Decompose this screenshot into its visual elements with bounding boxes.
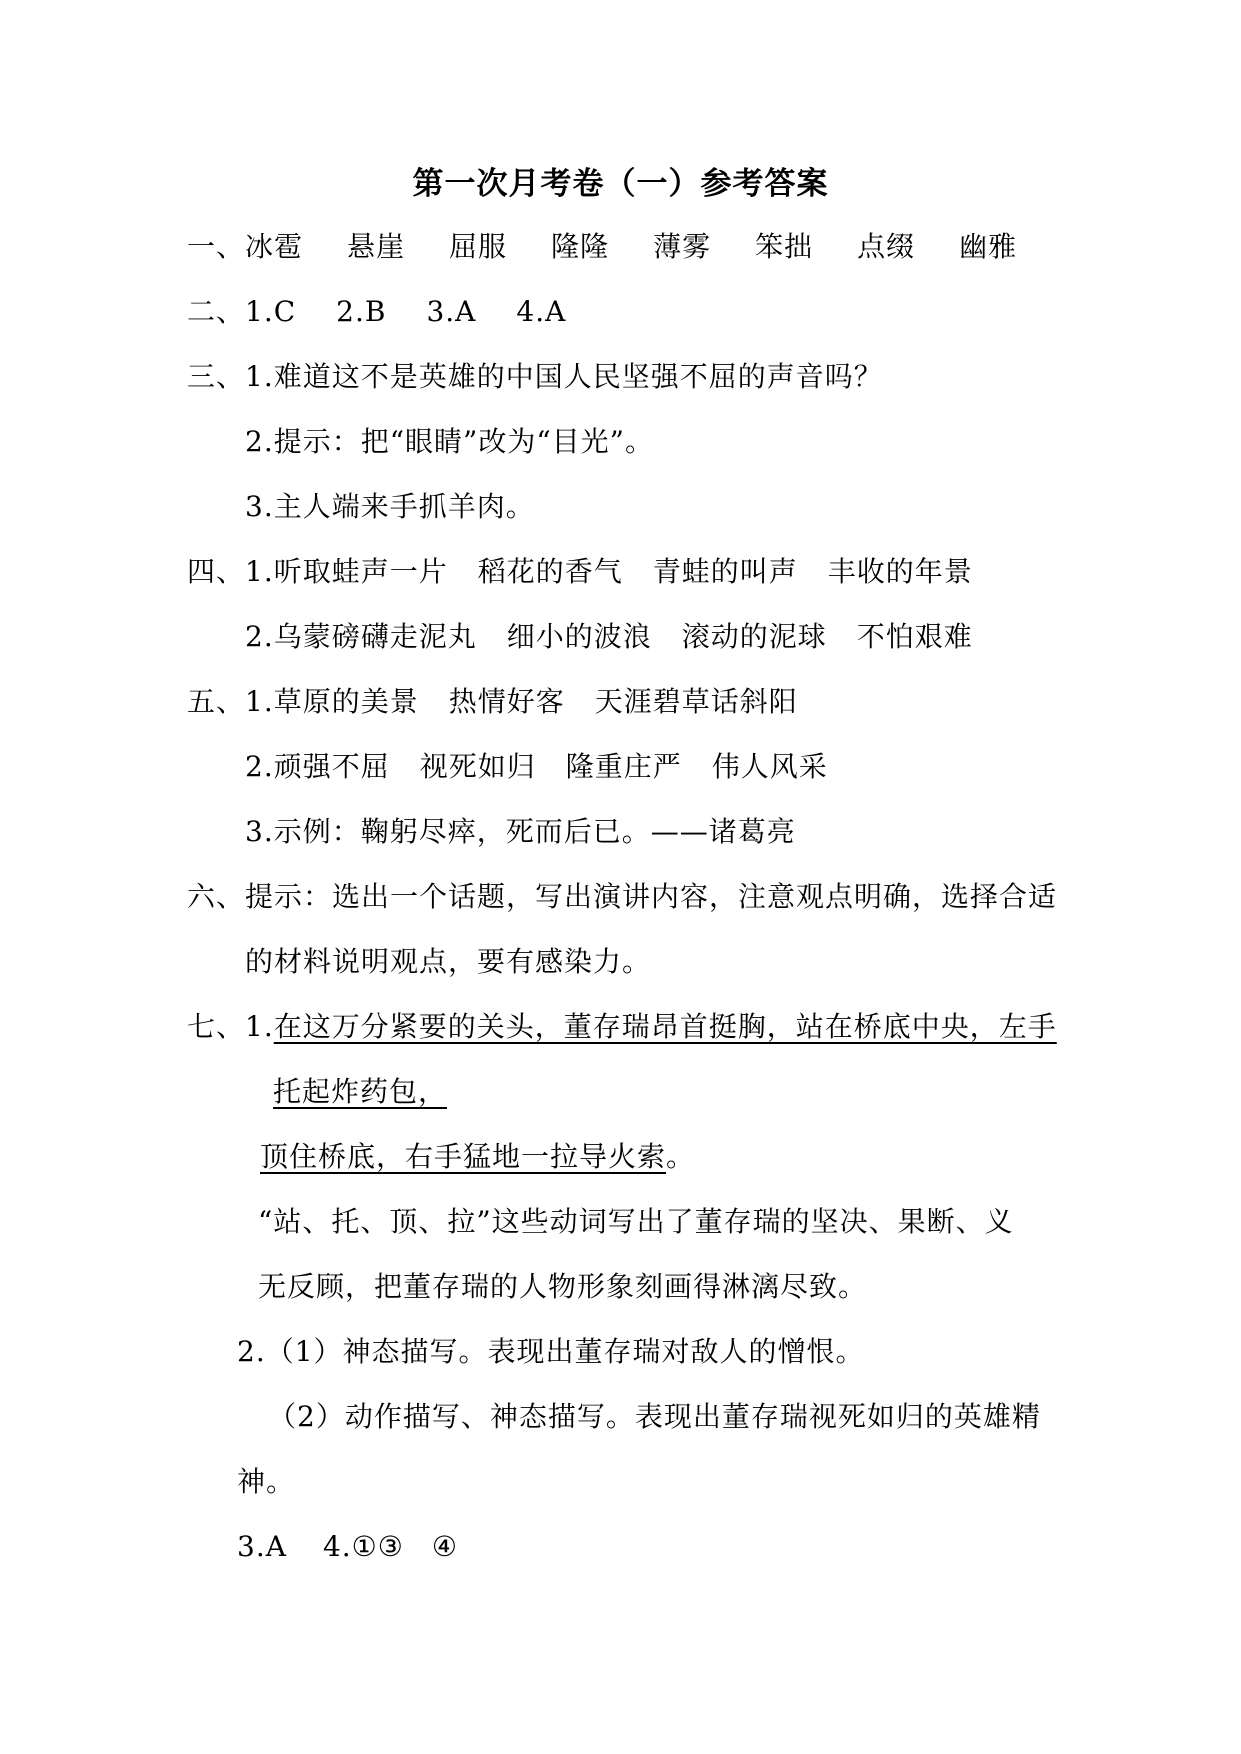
- underlined-sentence: 顶住桥底，右手猛地一拉导火索: [260, 1140, 667, 1173]
- section-5-line-3: 3.示例：鞠躬尽瘁，死而后已。——诸葛亮: [245, 815, 796, 848]
- answer-text: 天涯碧草话斜阳: [594, 685, 798, 718]
- section-6-number: 六、: [187, 880, 246, 913]
- section-3-number: 三、: [187, 360, 246, 393]
- answer-text: 青蛙的叫声: [652, 555, 798, 588]
- answer-text: 伟人风采: [711, 750, 828, 783]
- section-7-line-1: [187, 1009, 1057, 1045]
- section-7-line-3: [260, 1139, 695, 1175]
- section-7-line-2: [273, 1074, 447, 1110]
- answer-text: 滚动的泥球: [681, 620, 827, 653]
- underlined-sentence: 在这万分紧要的关头，董存瑞昂首挺胸，站在桥底中央，左手: [273, 1010, 1057, 1043]
- choice-answer: 4.①③: [322, 1530, 404, 1563]
- section-3-line-2: 2.提示：把“眼睛”改为“目光”。: [245, 425, 654, 458]
- choice-answer: 2.B: [336, 295, 387, 328]
- section-1-number: 一、: [187, 230, 246, 263]
- answer-text: 细小的波浪: [506, 620, 652, 653]
- underlined-sentence: 托起炸药包，: [273, 1075, 448, 1108]
- question-number: 1.: [245, 1010, 274, 1043]
- answer-text: 视死如归: [419, 750, 536, 783]
- section-3-line-3: 3.主人端来手抓羊肉。: [245, 490, 535, 523]
- choice-answer: 1.C: [245, 295, 297, 328]
- section-5-number: 五、: [187, 685, 246, 718]
- section-4-number: 四、: [187, 555, 246, 588]
- answer-text: 1.草原的美景: [245, 685, 419, 718]
- section-3-line-1: [187, 359, 883, 395]
- choice-answer: 3.A: [426, 295, 477, 328]
- section-6-line-2: 的材料说明观点，要有感染力。: [245, 945, 652, 978]
- section-5-line-1: [187, 684, 798, 720]
- page-title: 第一次月考卷（一）参考答案: [412, 166, 829, 202]
- section-2-number: 二、: [187, 295, 246, 328]
- word-answer: 薄雾: [653, 230, 712, 263]
- section-4-line-2: [245, 619, 973, 655]
- word-answer: 悬崖: [347, 230, 406, 263]
- section-7-line-9: [237, 1529, 458, 1565]
- choice-answer: ④: [431, 1530, 458, 1563]
- section-7-line-7: （2）动作描写、神态描写。表现出董存瑞视死如归的英雄精: [268, 1400, 1041, 1433]
- word-answer: 屈服: [449, 230, 508, 263]
- section-1: [187, 229, 1017, 265]
- answer-text: 不怕艰难: [856, 620, 973, 653]
- word-answer: 冰雹: [245, 230, 304, 263]
- answer-text: 丰收的年景: [827, 555, 973, 588]
- word-answer: 隆隆: [551, 230, 610, 263]
- word-answer: 笨拙: [755, 230, 814, 263]
- choice-answer: 3.A: [237, 1530, 287, 1563]
- word-answer: 幽雅: [959, 230, 1018, 263]
- section-7-line-6: 2.（1）神态描写。表现出董存瑞对敌人的憎恨。: [237, 1335, 865, 1368]
- answer-text: 2.乌蒙磅礴走泥丸: [245, 620, 477, 653]
- section-2: [187, 294, 566, 330]
- answer-text: 1.听取蛙声一片: [245, 555, 448, 588]
- answer-text: 稻花的香气: [477, 555, 623, 588]
- section-5-line-2: [245, 749, 828, 785]
- section-7-line-4: “站、托、顶、拉”这些动词写出了董存瑞的坚决、果断、义: [258, 1205, 1014, 1238]
- answer-text: 提示：选出一个话题，写出演讲内容，注意观点明确，选择合适: [245, 880, 1058, 913]
- answer-text: 2.顽强不屈: [245, 750, 390, 783]
- word-answer: 点缀: [857, 230, 916, 263]
- section-4-line-1: [187, 554, 973, 590]
- section-7-line-8: 神。: [237, 1465, 296, 1498]
- sentence-end: 。: [666, 1140, 696, 1173]
- choice-answer: 4.A: [516, 295, 567, 328]
- section-6-line-1: [187, 879, 1057, 915]
- section-7-number: 七、: [187, 1010, 246, 1043]
- answer-text: 1.难道这不是英雄的中国人民坚强不屈的声音吗？: [245, 360, 883, 393]
- section-7-line-5: 无反顾，把董存瑞的人物形象刻画得淋漓尽致。: [258, 1270, 868, 1303]
- answer-text: 热情好客: [448, 685, 565, 718]
- answer-text: 隆重庄严: [565, 750, 682, 783]
